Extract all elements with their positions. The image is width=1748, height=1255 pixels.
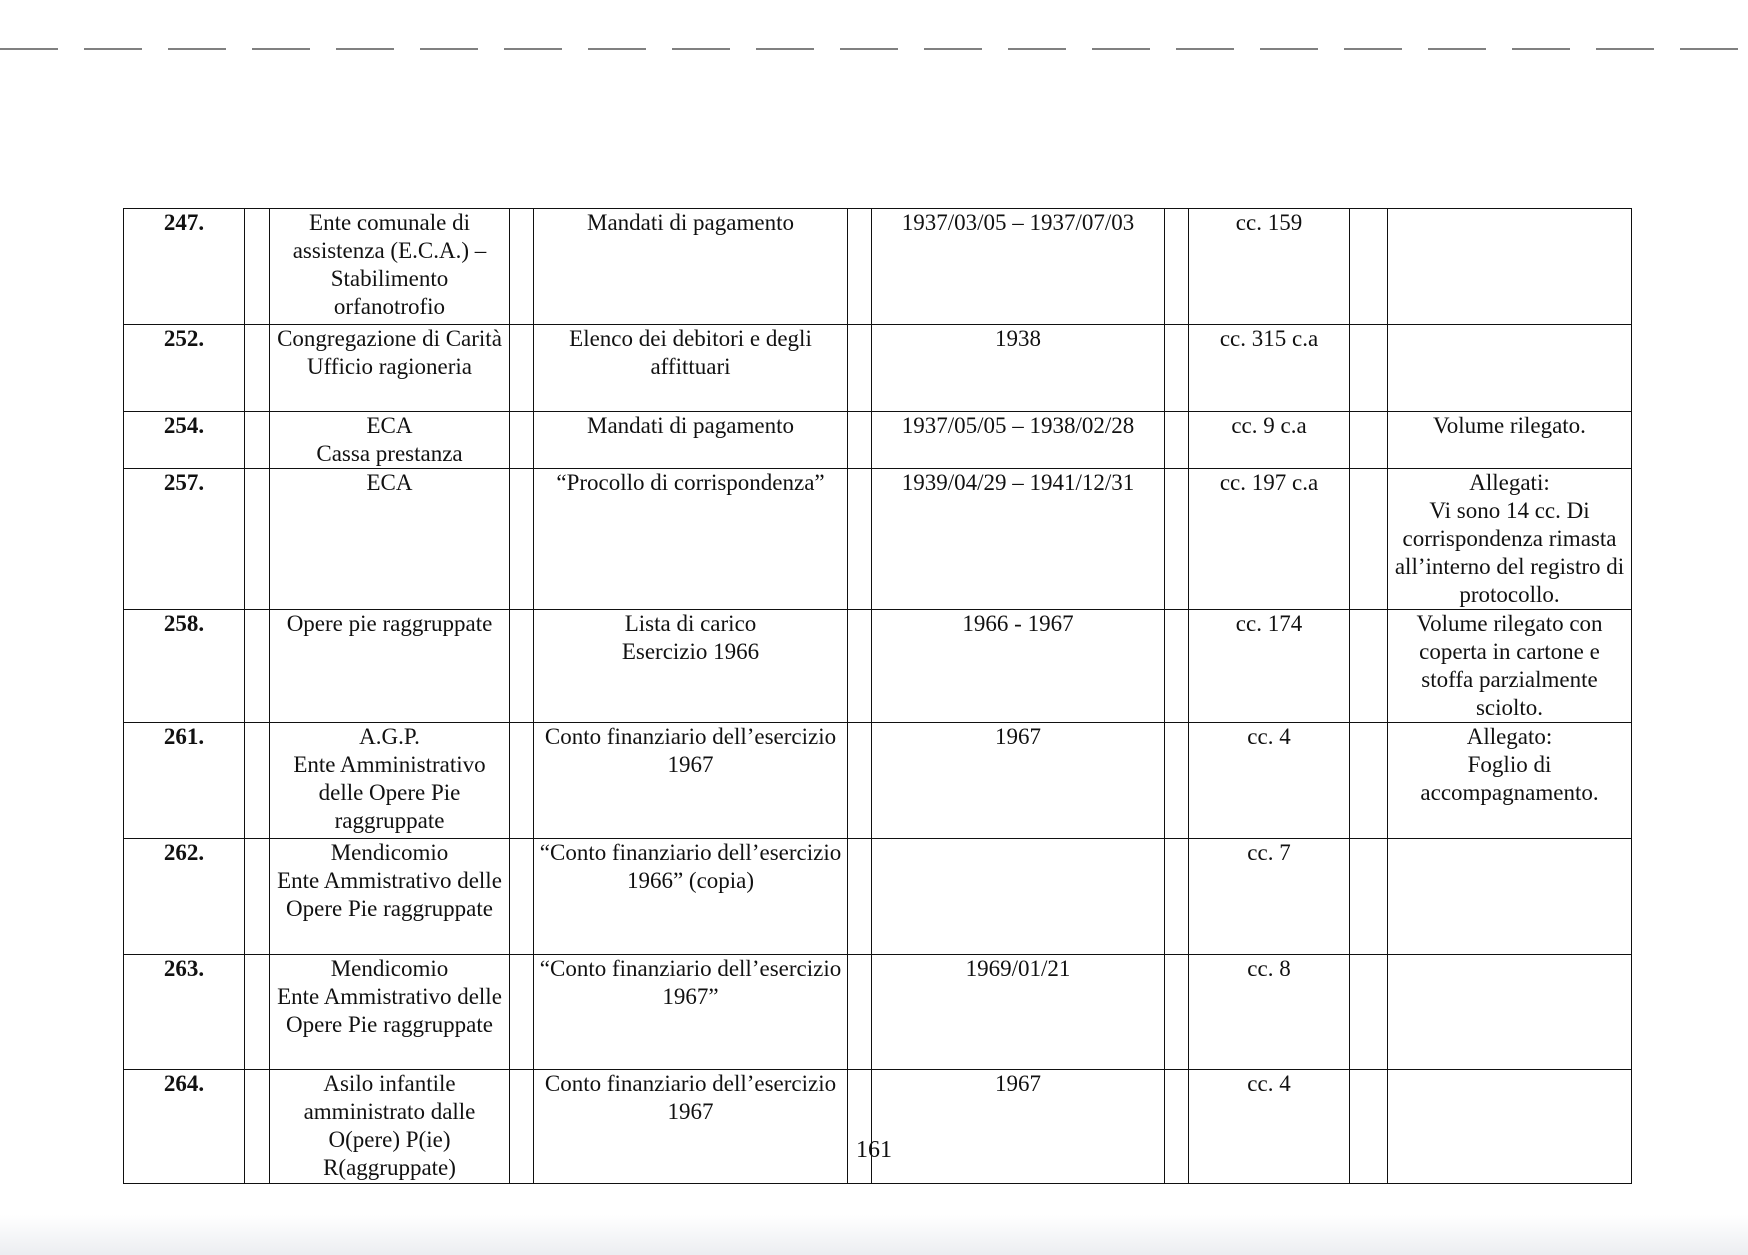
dates-cell: 1937/05/05 – 1938/02/28	[872, 412, 1165, 469]
dates-cell: 1967	[872, 1070, 1165, 1184]
record-number: 261.	[124, 723, 245, 839]
entity-cell: A.G.P. Ente Amministrativo delle Opere Pie raggruppate	[270, 723, 510, 839]
entity-cell: ECA Cassa prestanza	[270, 412, 510, 469]
title-cell: Conto finanziario dell’esercizio 1967	[534, 1070, 848, 1184]
dates-cell: 1938	[872, 325, 1165, 412]
title-cell: Elenco dei debitori e degli affittuari	[534, 325, 848, 412]
entity-cell: ECA	[270, 469, 510, 610]
dates-cell: 1937/03/05 – 1937/07/03	[872, 209, 1165, 325]
title-cell: “Conto finanziario dell’esercizio 1966” (copia)	[534, 839, 848, 955]
record-number: 247.	[124, 209, 245, 325]
dates-cell: 1967	[872, 723, 1165, 839]
title-cell: Lista di carico Esercizio 1966	[534, 610, 848, 723]
size-cell: cc. 174	[1189, 610, 1350, 723]
table-row	[124, 469, 1632, 610]
note-cell	[1388, 209, 1632, 325]
dates-cell: 1969/01/21	[872, 955, 1165, 1070]
size-cell: cc. 197 c.a	[1189, 469, 1350, 610]
size-cell: cc. 7	[1189, 839, 1350, 955]
table-row	[124, 209, 1632, 325]
entity-cell: Asilo infantile amministrato dalle O(pere) P(ie) R(aggruppate)	[270, 1070, 510, 1184]
scan-top-dashed-line	[0, 48, 1748, 50]
entity-cell: Ente comunale di assistenza (E.C.A.) – Stabilimento orfanotrofio	[270, 209, 510, 325]
title-cell: Mandati di pagamento	[534, 209, 848, 325]
dates-cell: 1939/04/29 – 1941/12/31	[872, 469, 1165, 610]
page-number: 161	[856, 1137, 892, 1163]
note-cell	[1388, 955, 1632, 1070]
note-cell	[1388, 839, 1632, 955]
note-cell: Volume rilegato.	[1388, 412, 1632, 469]
size-cell: cc. 8	[1189, 955, 1350, 1070]
table-row	[124, 412, 1632, 469]
table-row	[124, 723, 1632, 839]
scan-bottom-tint	[0, 1215, 1748, 1255]
size-cell: cc. 9 c.a	[1189, 412, 1350, 469]
table-row	[124, 1070, 1632, 1184]
title-cell: “Conto finanziario dell’esercizio 1967”	[534, 955, 848, 1070]
entity-cell: Congregazione di Carità Ufficio ragioneria	[270, 325, 510, 412]
note-cell: Volume rilegato con coperta in cartone e stoffa parzialmente sciolto.	[1388, 610, 1632, 723]
table-row	[124, 955, 1632, 1070]
record-number: 254.	[124, 412, 245, 469]
note-cell	[1388, 1070, 1632, 1184]
entity-cell: Mendicomio Ente Ammistrativo delle Opere Pie raggruppate	[270, 955, 510, 1070]
title-cell: Mandati di pagamento	[534, 412, 848, 469]
size-cell: cc. 4	[1189, 1070, 1350, 1184]
note-cell: Allegato: Foglio di accompagnamento.	[1388, 723, 1632, 839]
inventory-table	[123, 208, 1632, 1184]
record-number: 257.	[124, 469, 245, 610]
entity-cell: Mendicomio Ente Ammistrativo delle Opere Pie raggruppate	[270, 839, 510, 955]
dates-cell: 1966 - 1967	[872, 610, 1165, 723]
record-number: 264.	[124, 1070, 245, 1184]
size-cell: cc. 315 c.a	[1189, 325, 1350, 412]
table-row	[124, 325, 1632, 412]
note-cell	[1388, 325, 1632, 412]
record-number: 258.	[124, 610, 245, 723]
size-cell: cc. 159	[1189, 209, 1350, 325]
record-number: 263.	[124, 955, 245, 1070]
record-number: 252.	[124, 325, 245, 412]
size-cell: cc. 4	[1189, 723, 1350, 839]
table-row	[124, 839, 1632, 955]
table-row	[124, 610, 1632, 723]
record-number: 262.	[124, 839, 245, 955]
title-cell: “Procollo di corrispondenza”	[534, 469, 848, 610]
dates-cell	[872, 839, 1165, 955]
note-cell: Allegati: Vi sono 14 cc. Di corrispondenza rimasta all’interno del registro di protocollo.	[1388, 469, 1632, 610]
entity-cell: Opere pie raggruppate	[270, 610, 510, 723]
title-cell: Conto finanziario dell’esercizio 1967	[534, 723, 848, 839]
